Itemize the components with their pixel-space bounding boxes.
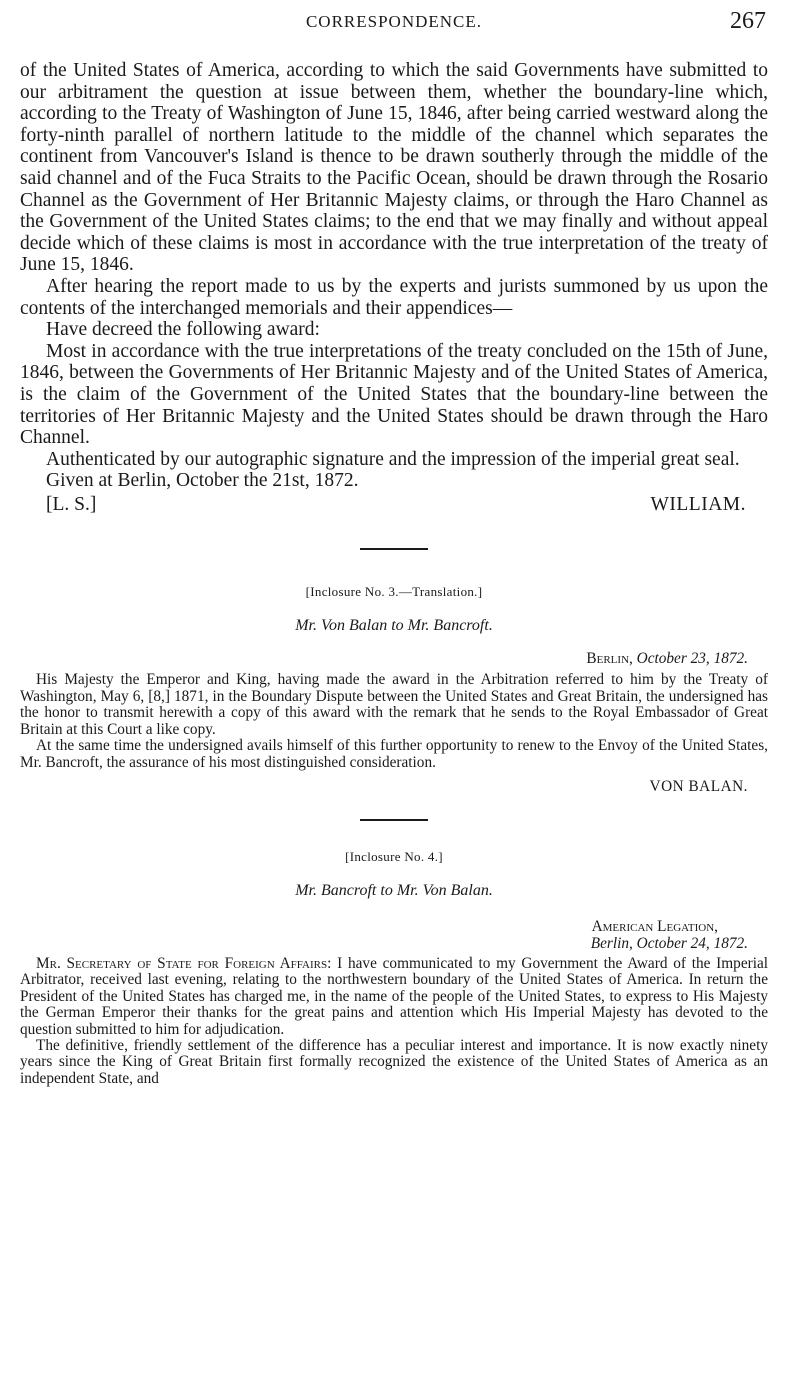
award-paragraph: After hearing the report made to us by the experts and jurists summoned by us upon the contents of the interchanged memorials and their appendices— [20, 275, 768, 319]
inclosure-3-dateline [20, 650, 768, 667]
letter-paragraph: At the same time the undersigned avails himself of this further opportunity to renew to the Envoy of the United States, Mr. Bancroft, the assurance of his most distinguished consideration. [20, 737, 768, 771]
letter-paragraph [20, 956, 768, 1038]
award-signature: WILLIAM. [650, 493, 746, 515]
document-page [20, 0, 768, 1087]
page-number: 267 [730, 8, 766, 34]
award-paragraph: Most in accordance with the true interpretations of the treaty concluded on the 15th of June, 1846, between the Governments of Her Britannic Majesty and of the United States of America, is the claim of the Government of the United States that the boundary-line between the territories of Her Britannic Majesty and the United States should be drawn through the Haro Channel. [20, 340, 768, 449]
award-paragraph: Authenticated by our autographic signature and the impression of the imperial great seal. [46, 448, 740, 470]
inclosure-4-heading: [Inclosure No. 4.] [345, 848, 443, 864]
letter-paragraph-text: I have communicated to my Government the Award of the Imperial Arbitrator, received last evening, relating to the northwestern boundary of the United States of America. In return the President of the United States has charged me, in the name of the people of the United States, to express to His Majesty the German Emperor their thanks for the great pains and attention which His Imperial Majesty has devoted to the question submitted to him for adjudication. [20, 954, 768, 1038]
page-header [20, 0, 768, 40]
seal-mark: [L. S.] [46, 493, 97, 515]
section-divider [360, 819, 428, 821]
salutation: Mr. Secretary of State for Foreign Affairs: [36, 954, 332, 972]
dateline-place: Berlin, [586, 650, 633, 668]
award-text [20, 60, 768, 515]
inclosure-3-heading: [Inclosure No. 3.—Translation.] [305, 584, 483, 600]
dateline-date: Berlin, October 24, 1872. [590, 934, 748, 952]
award-given-line: Given at Berlin, October the 21st, 1872. [46, 470, 359, 492]
award-paragraph: Have decreed the following award: [46, 319, 320, 341]
inclosure-3-signature: VON BALAN. [649, 777, 748, 795]
award-signature-line [20, 494, 768, 516]
letter-paragraph: His Majesty the Emperor and King, having made the award in the Arbitration referred to him by the Treaty of Washington, May 6, [8,] 1871, in the Boundary Dispute between the United States and Great Britain, the undersigned has the honor to transmit herewith a copy of this award with the remark that he sends to the Royal Embassador of Great Britain at this Court a like copy. [20, 671, 768, 738]
inclosure-3-title: Mr. Von Balan to Mr. Bancroft. [295, 617, 493, 635]
dateline-org: American Legation, [591, 917, 718, 935]
award-paragraph: of the United States of America, according to which the said Governments have submitted to our arbitrament the question at issue between them, whether the boundary-line which, according to the Treaty of Washington of June 15, 1846, after being carried westward along the forty-ninth parallel of northern latitude to the middle of the channel which separates the continent from Vancouver's Island is thence to be drawn southerly through the middle of the said channel and of the Fuca Straits to the Pacific Ocean, should be drawn through the Rosario Channel as the Government of Her Britannic Majesty claims, or through the Haro Channel as the Government of the United States claims; to the end that we may finally and without appeal decide which of these claims is most in accordance with the true interpretation of the treaty of June 15, 1846. [20, 60, 768, 276]
running-head: CORRESPONDENCE. [305, 12, 483, 31]
inclosure-4-dateline [20, 918, 768, 952]
dateline-date: October 23, 1872. [636, 650, 748, 668]
letter-paragraph: The definitive, friendly settlement of the difference has a peculiar interest and importance. It is now exactly ninety years since the King of Great Britain first formally recognized the existence of the United States of America as an independent State, and [20, 1036, 768, 1087]
inclosure-4-body [20, 956, 768, 1087]
inclosure-4-title: Mr. Bancroft to Mr. Von Balan. [295, 881, 493, 899]
inclosure-3-body [20, 672, 768, 770]
section-divider [360, 548, 428, 550]
